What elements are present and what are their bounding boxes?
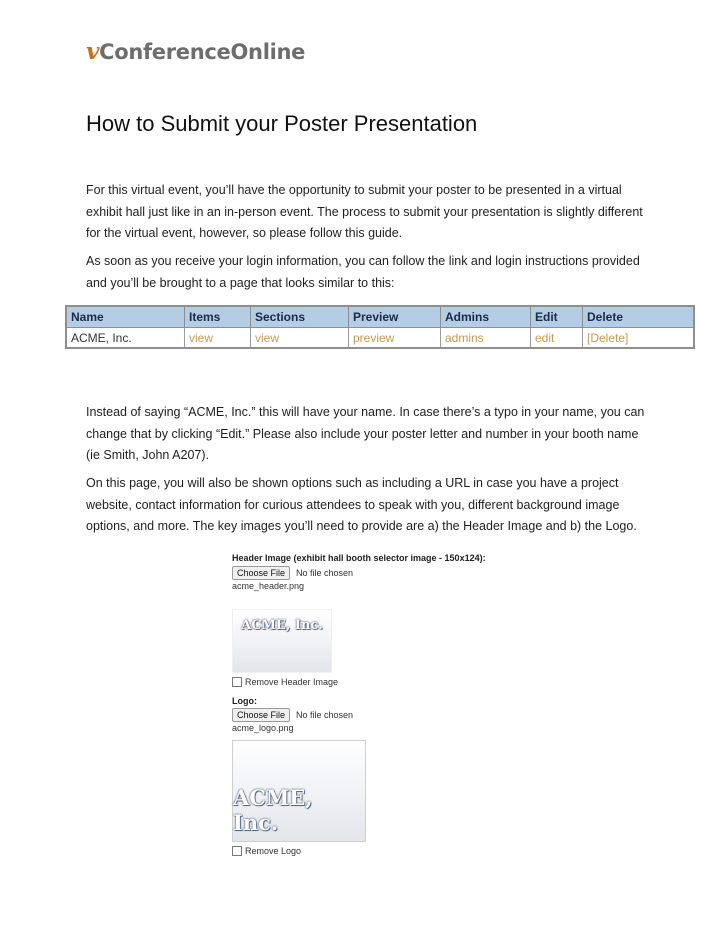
logo-no-file-text: No file chosen xyxy=(296,710,354,720)
preview-link[interactable]: preview xyxy=(349,328,441,349)
logo-filename: acme_logo.png xyxy=(232,723,294,733)
header-choose-file-button[interactable]: Choose File xyxy=(232,566,290,580)
admins-link[interactable]: admins xyxy=(441,328,531,349)
logo-preview-text: ACME, Inc. xyxy=(233,785,313,835)
remove-logo-label: Remove Logo xyxy=(245,846,302,856)
booth-table xyxy=(65,305,695,349)
brand-name: ConferenceOnline xyxy=(99,40,306,64)
col-admins-header: Admins xyxy=(441,306,531,328)
col-items-header: Items xyxy=(185,306,251,328)
paragraph-intro: For this virtual event, you’ll have the opportunity to submit your poster to be presented in a virtual exhibit hall just like in an in-person event. The process to submit your presentation is slightly different for the virtual event, however, so please follow this guide. xyxy=(86,183,643,240)
remove-logo-option[interactable] xyxy=(232,846,486,856)
logo-choose-file-button[interactable]: Choose File xyxy=(232,708,290,722)
paragraph-name-edit: Instead of saying “ACME, Inc.” this will have your name. In case there’s a typo in your name, you can change that by clicking “Edit.” Please also include your poster letter and number in your booth name (ie Smith, John A207). xyxy=(86,405,645,462)
col-sections-header: Sections xyxy=(251,306,349,328)
paragraph-options: On this page, you will also be shown options such as including a URL in case you have a project website, contact information for curious attendees to speak with you, different background image options, and more. The key images you’ll need to provide are a) the Header Image and b) the Logo. xyxy=(86,476,637,533)
logo-label: Logo: xyxy=(232,696,257,706)
brand-logo xyxy=(86,38,305,65)
table-row xyxy=(66,328,694,349)
table-header-row xyxy=(66,306,694,328)
delete-link[interactable]: [Delete] xyxy=(583,328,695,349)
sections-view-link[interactable]: view xyxy=(251,328,349,349)
edit-link[interactable]: edit xyxy=(531,328,583,349)
header-filename: acme_header.png xyxy=(232,581,305,591)
cell-name: ACME, Inc. xyxy=(66,328,185,349)
header-no-file-text: No file chosen xyxy=(296,568,354,578)
header-image-label: Header Image (exhibit hall booth selector image - 150x124): xyxy=(232,553,486,563)
page-title: How to Submit your Poster Presentation xyxy=(86,111,478,136)
header-preview-text: ACME, Inc. xyxy=(241,618,323,633)
col-delete-header: Delete xyxy=(583,306,695,328)
logo-image-preview xyxy=(232,740,366,842)
paragraph-login: As soon as you receive your login information, you can follow the link and login instructions provided and you’ll be brought to a page that looks similar to this: xyxy=(86,254,640,290)
image-upload-form xyxy=(232,553,486,856)
col-preview-header: Preview xyxy=(349,306,441,328)
remove-header-checkbox[interactable] xyxy=(232,677,242,687)
remove-header-option[interactable] xyxy=(232,677,486,687)
header-image-preview xyxy=(232,609,332,673)
remove-logo-checkbox[interactable] xyxy=(232,846,242,856)
brand-v: v xyxy=(86,38,100,65)
items-view-link[interactable]: view xyxy=(185,328,251,349)
remove-header-label: Remove Header Image xyxy=(245,677,339,687)
col-edit-header: Edit xyxy=(531,306,583,328)
col-name-header: Name xyxy=(66,306,185,328)
